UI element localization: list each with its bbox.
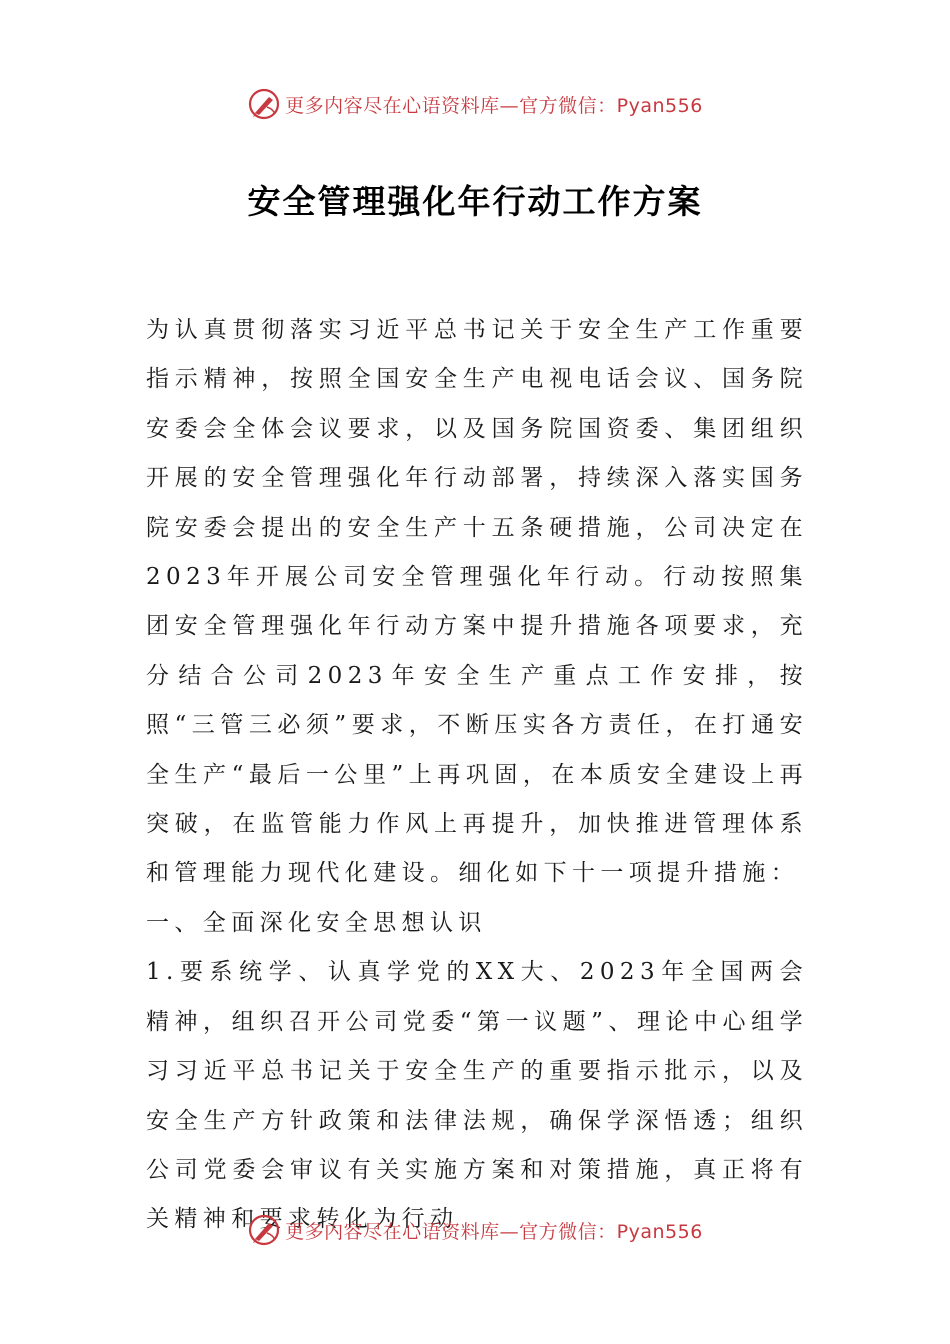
pen-logo-icon xyxy=(247,1213,281,1247)
watermark-text xyxy=(285,1217,703,1244)
item-1-paragraph: 1.要系统学、认真学党的XX大、2023年全国两会精神，组织召开公司党委“第一议题”、理论中心组学习习近平总书记关于安全生产的重要指示批示，以及安全生产方针政策和法律法规，确保学深悟透；组织公司党委会审议有关实施方案和对策措施，真正将有关精神和要求转化为行动 xyxy=(146,959,808,1233)
watermark-label: 更多内容尽在心语资料库—官方微信： xyxy=(285,1220,617,1243)
intro-paragraph: 为认真贯彻落实习近平总书记关于安全生产工作重要指示精神，按照全国安全生产电视电话会议、国务院安委会全体会议要求，以及国务院国资委、集团组织开展的安全管理强化年行动部署，持续深入落实国务院安委会提出的安全生产十五条硬措施，公司决定在2023年开展公司安全管理强化年行动。行动按照集团安全管理强化年行动方案中提升措施各项要求，充分结合公司2023年安全生产重点工作安排，按照“三管三必须”要求，不断压实各方责任，在打通安全生产“最后一公里”上再巩固，在本质安全建设上再突破，在监管能力作风上再提升，加快推进管理体系和管理能力现代化建设。细化如下十一项提升措施： xyxy=(146,317,808,887)
section-1-heading: 一、全面深化安全思想认识 xyxy=(146,909,487,936)
document-title: 安全管理强化年行动工作方案 xyxy=(247,182,703,221)
watermark-wechat-id: Pyan556 xyxy=(616,94,703,117)
pen-logo-icon xyxy=(247,87,281,121)
document-body xyxy=(146,306,808,1245)
watermark-wechat-id: Pyan556 xyxy=(616,1220,703,1243)
watermark-header xyxy=(0,84,950,124)
watermark-text xyxy=(285,91,703,118)
watermark-label: 更多内容尽在心语资料库—官方微信： xyxy=(285,94,617,117)
watermark-footer xyxy=(0,1210,950,1250)
